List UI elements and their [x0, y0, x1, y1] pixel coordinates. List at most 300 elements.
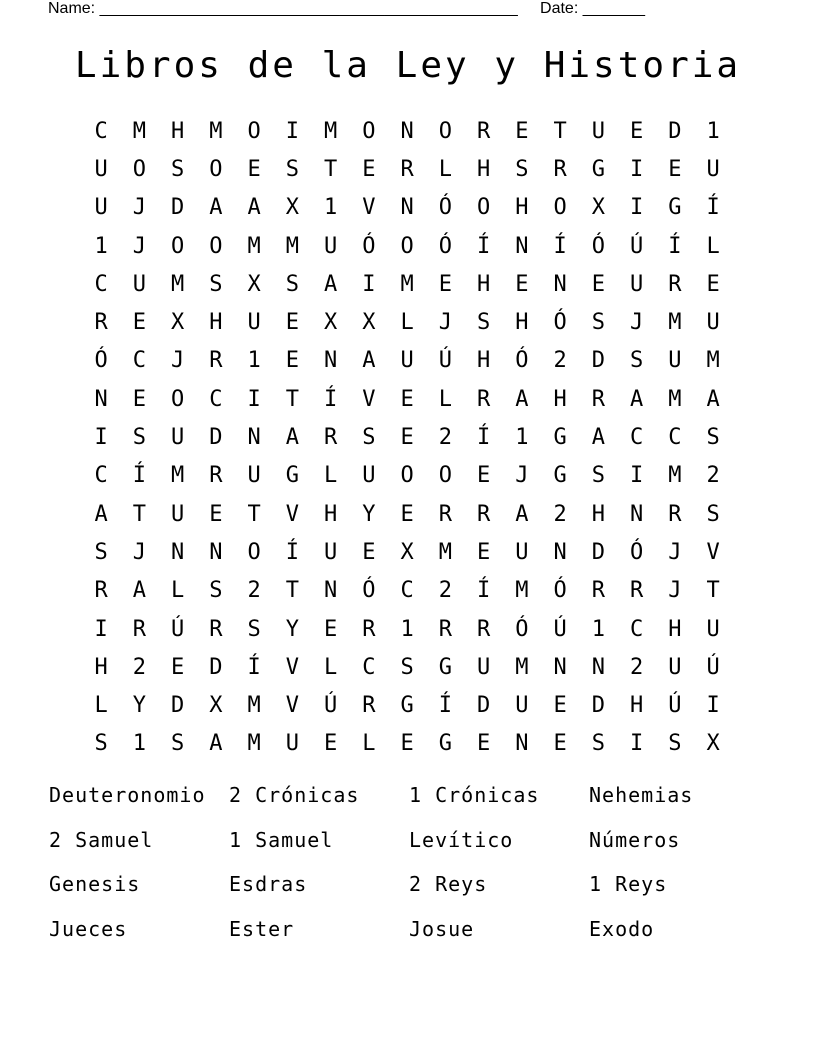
grid-letter: S	[477, 310, 491, 336]
grid-letter: M	[247, 233, 261, 259]
grid-letter: I	[247, 386, 261, 412]
grid-letter: D	[591, 348, 605, 374]
grid-letter: E	[591, 271, 605, 297]
grid-letter: M	[668, 310, 682, 336]
grid-letter: S	[630, 348, 644, 374]
word-list-item: 2 Samuel	[49, 827, 154, 852]
grid-letter: Ú	[438, 348, 452, 374]
grid-letter: M	[247, 693, 261, 719]
grid-letter: N	[171, 539, 185, 565]
grid-letter: U	[132, 271, 146, 297]
grid-letter: U	[591, 118, 605, 144]
word-list-item: Levítico	[409, 827, 514, 852]
grid-letter: I	[630, 463, 644, 489]
grid-letter: A	[515, 501, 529, 527]
grid-letter: X	[324, 310, 338, 336]
grid-letter: I	[706, 693, 720, 719]
grid-letter: L	[324, 654, 338, 680]
grid-letter: R	[591, 386, 605, 412]
grid-letter: A	[515, 386, 529, 412]
grid-letter: V	[362, 195, 376, 221]
grid-letter: E	[209, 501, 223, 527]
grid-letter: U	[285, 731, 299, 757]
grid-letter: Í	[706, 195, 720, 221]
grid-letter: D	[209, 654, 223, 680]
grid-letter: T	[132, 501, 146, 527]
grid-letter: M	[668, 463, 682, 489]
grid-letter: R	[324, 425, 338, 451]
grid-letter: O	[362, 118, 376, 144]
grid-letter: T	[553, 118, 567, 144]
grid-letter: A	[362, 348, 376, 374]
grid-letter: M	[438, 539, 452, 565]
grid-letter: S	[94, 539, 108, 565]
grid-letter: E	[247, 156, 261, 182]
grid-letter: U	[171, 501, 185, 527]
grid-letter: U	[94, 195, 108, 221]
grid-letter: N	[324, 578, 338, 604]
grid-letter: R	[209, 616, 223, 642]
grid-letter: Í	[324, 386, 338, 412]
grid-letter: X	[247, 271, 261, 297]
grid-letter: N	[247, 425, 261, 451]
grid-letter: R	[94, 578, 108, 604]
grid-letter: U	[94, 156, 108, 182]
word-list-item: 1 Samuel	[229, 827, 334, 852]
grid-letter: Í	[668, 233, 682, 259]
grid-letter: J	[132, 539, 146, 565]
grid-letter: D	[171, 693, 185, 719]
grid-letter: R	[477, 616, 491, 642]
grid-letter: S	[362, 425, 376, 451]
grid-letter: C	[94, 271, 108, 297]
grid-letter: Í	[477, 233, 491, 259]
grid-letter: U	[706, 616, 720, 642]
grid-letter: I	[362, 271, 376, 297]
grid-letter: 2	[553, 501, 567, 527]
grid-letter: E	[132, 386, 146, 412]
grid-letter: X	[285, 195, 299, 221]
grid-letter: L	[438, 156, 452, 182]
grid-letter: 2	[132, 654, 146, 680]
grid-letter: Í	[285, 539, 299, 565]
grid-letter: O	[209, 156, 223, 182]
word-list-item: Esdras	[229, 872, 308, 897]
grid-letter: H	[668, 616, 682, 642]
grid-letter: R	[94, 310, 108, 336]
grid-letter: N	[400, 195, 414, 221]
grid-letter: O	[553, 195, 567, 221]
grid-letter: D	[591, 539, 605, 565]
grid-letter: G	[553, 463, 567, 489]
grid-letter: C	[362, 654, 376, 680]
grid-letter: Í	[553, 233, 567, 259]
word-list-item: Nehemias	[589, 783, 694, 807]
grid-letter: 1	[515, 425, 529, 451]
grid-letter: H	[94, 654, 108, 680]
grid-letter: X	[591, 195, 605, 221]
grid-letter: 1	[400, 616, 414, 642]
grid-letter: S	[285, 156, 299, 182]
grid-letter: Ú	[324, 693, 338, 719]
grid-letter: Í	[247, 654, 261, 680]
page-title: Libros de la Ley y Historia	[74, 45, 742, 86]
word-list-item: Josue	[409, 917, 475, 942]
grid-letter: S	[591, 310, 605, 336]
grid-letter: E	[400, 386, 414, 412]
grid-letter: E	[515, 118, 529, 144]
grid-letter: E	[324, 616, 338, 642]
grid-letter: U	[324, 233, 338, 259]
grid-letter: A	[247, 195, 261, 221]
grid-letter: J	[668, 578, 682, 604]
grid-letter: M	[324, 118, 338, 144]
grid-letter: M	[515, 578, 529, 604]
word-list-item: 2 Crónicas	[229, 783, 360, 807]
grid-letter: Ú	[553, 616, 567, 642]
grid-letter: 2	[438, 578, 452, 604]
grid-letter: L	[362, 731, 376, 757]
grid-letter: L	[94, 693, 108, 719]
grid-letter: O	[209, 233, 223, 259]
grid-letter: I	[630, 195, 644, 221]
grid-letter: U	[706, 310, 720, 336]
word-list-item: 1 Crónicas	[409, 783, 540, 807]
grid-letter: S	[400, 654, 414, 680]
grid-letter: 1	[706, 118, 720, 144]
grid-letter: U	[247, 310, 261, 336]
grid-letter: I	[630, 731, 644, 757]
grid-letter: Ú	[668, 693, 682, 719]
grid-letter: D	[477, 693, 491, 719]
grid-letter: E	[553, 693, 567, 719]
grid-letter: 1	[591, 616, 605, 642]
grid-letter: R	[668, 501, 682, 527]
grid-letter: A	[706, 386, 720, 412]
grid-letter: H	[591, 501, 605, 527]
grid-letter: O	[400, 233, 414, 259]
grid-letter: X	[209, 693, 223, 719]
grid-letter: S	[171, 731, 185, 757]
grid-letter: V	[285, 693, 299, 719]
grid-letter: R	[400, 156, 414, 182]
grid-letter: T	[285, 578, 299, 604]
grid-letter: X	[400, 539, 414, 565]
letter-grid	[82, 112, 732, 763]
grid-letter: S	[285, 271, 299, 297]
grid-letter: L	[706, 233, 720, 259]
grid-letter: S	[591, 463, 605, 489]
grid-letter: V	[706, 539, 720, 565]
grid-letter: Í	[438, 693, 452, 719]
grid-letter: M	[171, 271, 185, 297]
grid-letter: N	[591, 654, 605, 680]
grid-letter: C	[209, 386, 223, 412]
grid-letter: H	[515, 195, 529, 221]
grid-letter: E	[477, 731, 491, 757]
grid-letter: G	[591, 156, 605, 182]
grid-letter: E	[400, 731, 414, 757]
word-list-item: Jueces	[49, 917, 128, 942]
grid-letter: G	[438, 731, 452, 757]
grid-letter: 2	[438, 425, 452, 451]
grid-letter: 2	[247, 578, 261, 604]
grid-letter: S	[706, 501, 720, 527]
grid-letter: H	[630, 693, 644, 719]
word-list-item: 1 Reys	[589, 872, 668, 897]
grid-letter: Ú	[706, 654, 720, 680]
grid-letter: V	[362, 386, 376, 412]
grid-letter: G	[438, 654, 452, 680]
grid-letter: I	[630, 156, 644, 182]
grid-letter: S	[132, 425, 146, 451]
grid-letter: H	[477, 156, 491, 182]
grid-letter: S	[591, 731, 605, 757]
grid-letter: U	[668, 654, 682, 680]
grid-letter: C	[630, 425, 644, 451]
grid-letter: J	[438, 310, 452, 336]
grid-letter: Ó	[591, 233, 605, 259]
grid-letter: E	[362, 539, 376, 565]
grid-letter: E	[362, 156, 376, 182]
grid-letter: N	[630, 501, 644, 527]
grid-letter: T	[247, 501, 261, 527]
grid-letter: E	[515, 271, 529, 297]
grid-letter: U	[515, 693, 529, 719]
grid-letter: D	[171, 195, 185, 221]
grid-letter: 1	[324, 195, 338, 221]
grid-letter: A	[630, 386, 644, 412]
word-list-item: Deuteronomio	[49, 783, 206, 807]
grid-letter: E	[400, 425, 414, 451]
grid-letter: O	[438, 118, 452, 144]
grid-letter: G	[400, 693, 414, 719]
grid-letter: X	[171, 310, 185, 336]
grid-letter: J	[132, 195, 146, 221]
grid-letter: U	[706, 156, 720, 182]
grid-letter: S	[209, 271, 223, 297]
grid-letter: N	[400, 118, 414, 144]
grid-letter: Ó	[515, 616, 529, 642]
grid-letter: T	[706, 578, 720, 604]
grid-letter: Ó	[362, 578, 376, 604]
grid-letter: H	[171, 118, 185, 144]
grid-letter: S	[515, 156, 529, 182]
grid-letter: C	[630, 616, 644, 642]
grid-letter: E	[668, 156, 682, 182]
grid-letter: A	[591, 425, 605, 451]
grid-letter: C	[668, 425, 682, 451]
grid-letter: M	[285, 233, 299, 259]
grid-letter: Í	[132, 463, 146, 489]
grid-letter: H	[477, 271, 491, 297]
grid-letter: Y	[362, 501, 376, 527]
grid-letter: C	[94, 463, 108, 489]
grid-letter: L	[171, 578, 185, 604]
grid-letter: E	[285, 348, 299, 374]
word-list-item: Exodo	[589, 917, 655, 942]
grid-letter: D	[591, 693, 605, 719]
grid-letter: E	[477, 539, 491, 565]
grid-letter: E	[553, 731, 567, 757]
grid-letter: A	[94, 501, 108, 527]
grid-letter: Ó	[630, 539, 644, 565]
grid-letter: R	[630, 578, 644, 604]
grid-letter: L	[438, 386, 452, 412]
grid-letter: E	[630, 118, 644, 144]
grid-letter: E	[324, 731, 338, 757]
grid-letter: H	[553, 386, 567, 412]
grid-letter: E	[477, 463, 491, 489]
grid-letter: R	[438, 501, 452, 527]
grid-letter: T	[324, 156, 338, 182]
grid-letter: N	[94, 386, 108, 412]
grid-letter: A	[209, 195, 223, 221]
grid-letter: S	[668, 731, 682, 757]
grid-letter: O	[247, 118, 261, 144]
grid-letter: N	[553, 271, 567, 297]
grid-letter: J	[515, 463, 529, 489]
grid-letter: M	[668, 386, 682, 412]
grid-letter: A	[209, 731, 223, 757]
grid-letter: O	[171, 386, 185, 412]
grid-letter: M	[706, 348, 720, 374]
grid-letter: N	[209, 539, 223, 565]
grid-letter: J	[171, 348, 185, 374]
grid-letter: U	[668, 348, 682, 374]
grid-letter: R	[209, 348, 223, 374]
grid-letter: R	[209, 463, 223, 489]
grid-letter: U	[362, 463, 376, 489]
word-list-item: 2 Reys	[409, 872, 488, 897]
grid-letter: Ó	[515, 348, 529, 374]
grid-letter: Ó	[438, 233, 452, 259]
grid-letter: S	[171, 156, 185, 182]
grid-letter: E	[438, 271, 452, 297]
grid-letter: R	[362, 616, 376, 642]
grid-letter: N	[515, 731, 529, 757]
grid-letter: M	[247, 731, 261, 757]
grid-letter: C	[132, 348, 146, 374]
grid-letter: U	[477, 654, 491, 680]
grid-letter: 2	[553, 348, 567, 374]
grid-letter: Ó	[438, 195, 452, 221]
word-list	[49, 778, 769, 957]
grid-letter: Ú	[630, 233, 644, 259]
grid-letter: M	[132, 118, 146, 144]
grid-letter: G	[668, 195, 682, 221]
word-list-item: Genesis	[49, 872, 141, 897]
grid-letter: R	[591, 578, 605, 604]
grid-letter: U	[324, 539, 338, 565]
grid-letter: H	[324, 501, 338, 527]
grid-letter: R	[132, 616, 146, 642]
grid-letter: U	[515, 539, 529, 565]
grid-letter: O	[477, 195, 491, 221]
grid-letter: M	[209, 118, 223, 144]
grid-letter: 1	[94, 233, 108, 259]
grid-letter: L	[400, 310, 414, 336]
grid-letter: J	[630, 310, 644, 336]
grid-letter: N	[553, 539, 567, 565]
grid-letter: E	[171, 654, 185, 680]
grid-letter: J	[132, 233, 146, 259]
grid-letter: 2	[630, 654, 644, 680]
grid-letter: X	[362, 310, 376, 336]
grid-letter: V	[285, 501, 299, 527]
grid-letter: O	[438, 463, 452, 489]
grid-letter: E	[285, 310, 299, 336]
grid-letter: Ú	[171, 616, 185, 642]
grid-letter: U	[247, 463, 261, 489]
grid-letter: U	[630, 271, 644, 297]
grid-letter: S	[94, 731, 108, 757]
grid-letter: M	[515, 654, 529, 680]
grid-letter: E	[706, 271, 720, 297]
grid-letter: Í	[477, 578, 491, 604]
grid-letter: Ó	[553, 578, 567, 604]
grid-letter: 1	[132, 731, 146, 757]
grid-letter: H	[209, 310, 223, 336]
grid-letter: T	[285, 386, 299, 412]
grid-letter: U	[400, 348, 414, 374]
grid-letter: S	[209, 578, 223, 604]
name-date-line: Name: _______________________________________________ Date: _______	[48, 0, 645, 17]
grid-letter: A	[285, 425, 299, 451]
grid-letter: G	[285, 463, 299, 489]
grid-letter: V	[285, 654, 299, 680]
grid-letter: D	[668, 118, 682, 144]
grid-letter: I	[285, 118, 299, 144]
grid-letter: R	[438, 616, 452, 642]
grid-letter: O	[400, 463, 414, 489]
grid-letter: R	[477, 118, 491, 144]
grid-letter: N	[515, 233, 529, 259]
grid-letter: R	[553, 156, 567, 182]
grid-letter: R	[477, 501, 491, 527]
grid-letter: N	[324, 348, 338, 374]
grid-letter: M	[400, 271, 414, 297]
grid-letter: S	[706, 425, 720, 451]
grid-letter: D	[209, 425, 223, 451]
grid-letter: A	[324, 271, 338, 297]
word-list-item: Números	[589, 827, 681, 852]
grid-letter: O	[171, 233, 185, 259]
grid-letter: E	[132, 310, 146, 336]
grid-letter: R	[477, 386, 491, 412]
grid-letter: U	[171, 425, 185, 451]
grid-letter: 1	[247, 348, 261, 374]
grid-letter: C	[400, 578, 414, 604]
grid-letter: Y	[285, 616, 299, 642]
grid-letter: C	[94, 118, 108, 144]
grid-letter: G	[553, 425, 567, 451]
grid-letter: 2	[706, 463, 720, 489]
grid-letter: I	[94, 616, 108, 642]
grid-letter: Y	[132, 693, 146, 719]
grid-letter: L	[324, 463, 338, 489]
grid-letter: J	[668, 539, 682, 565]
word-list-item: Ester	[229, 917, 295, 942]
grid-letter: M	[171, 463, 185, 489]
grid-letter: X	[706, 731, 720, 757]
grid-letter: Ó	[553, 310, 567, 336]
grid-letter: H	[477, 348, 491, 374]
grid-letter: A	[132, 578, 146, 604]
grid-letter: S	[247, 616, 261, 642]
grid-letter: I	[94, 425, 108, 451]
grid-letter: N	[553, 654, 567, 680]
